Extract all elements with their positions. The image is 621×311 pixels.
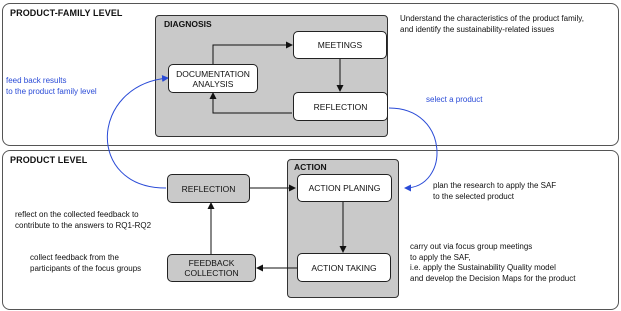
action-group-title: ACTION xyxy=(294,162,327,172)
note-plan-research: plan the research to apply the SAF to the selected product xyxy=(433,181,557,201)
diagnosis-group-title: DIAGNOSIS xyxy=(164,19,212,29)
note-feed-back: feed back results to the product family level xyxy=(6,76,97,96)
note-carry-out: carry out via focus group meetings to apply the SAF, i.e. apply the Sustainability Quality model and develop the Decision Maps for the product xyxy=(410,242,576,283)
action-planing-node: ACTION PLANING xyxy=(297,174,392,202)
note-collect-feedback: collect feedback from the participants of the focus groups xyxy=(30,253,142,273)
arrow-docanalysis-to-meetings xyxy=(213,45,292,64)
documentation-analysis-node: DOCUMENTATION ANALYSIS xyxy=(168,64,258,93)
reflection-family-node: REFLECTION xyxy=(293,92,388,121)
arrow-select-product xyxy=(389,108,437,188)
note-reflect-feedback: reflect on the collected feedback to contribute to the answers to RQ1-RQ2 xyxy=(15,210,152,230)
note-understand: Understand the characteristics of the product family, and identify the sustainability-related issues xyxy=(400,14,584,34)
product-family-level-title: PRODUCT-FAMILY LEVEL xyxy=(10,8,123,18)
product-level-title: PRODUCT LEVEL xyxy=(10,155,88,165)
arrow-reflection-to-docanalysis xyxy=(213,93,292,113)
note-select-product: select a product xyxy=(426,95,483,104)
feedback-collection-node: FEEDBACK COLLECTION xyxy=(167,254,256,282)
arrow-feed-back-results xyxy=(107,78,168,188)
meetings-node: MEETINGS xyxy=(293,31,387,59)
reflection-product-node: REFLECTION xyxy=(167,174,250,203)
action-taking-node: ACTION TAKING xyxy=(297,253,391,282)
